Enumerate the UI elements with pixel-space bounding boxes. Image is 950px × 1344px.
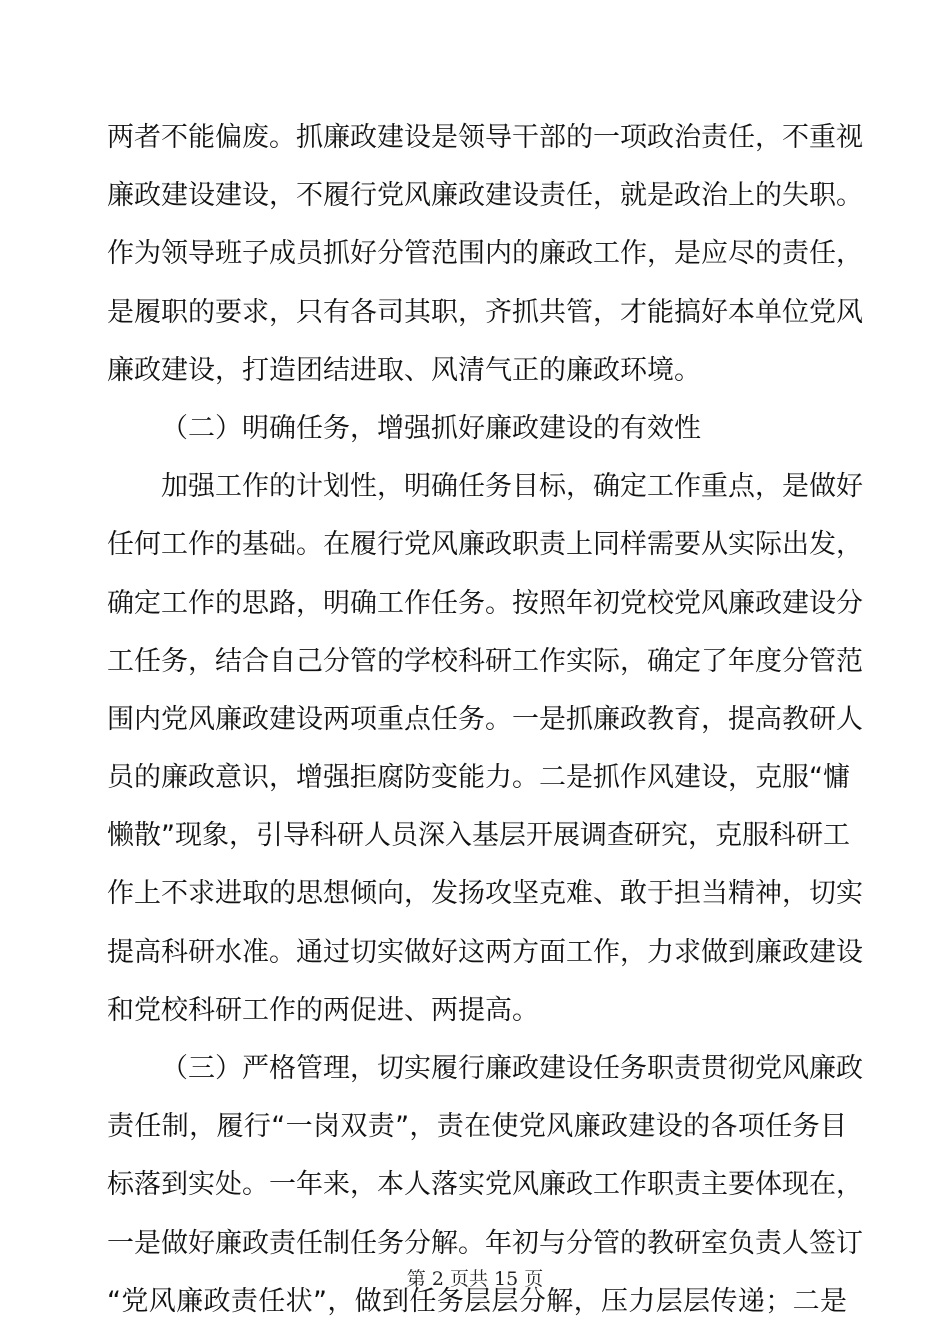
text-line: 确定工作的思路，明确工作任务。按照年初党校党风廉政建设分 — [107, 587, 863, 619]
text-line: 廉政建设建设，不履行党风廉政建设责任，就是政治上的失职。 — [107, 180, 863, 212]
text-line: 懒散”现象，引导科研人员深入基层开展调查研究，克服科研工 — [107, 820, 850, 852]
text-line: 员的廉政意识，增强拒腐防变能力。二是抓作风建设，克服“慵 — [107, 762, 850, 794]
text-line: 和党校科研工作的两促进、两提高。 — [107, 994, 539, 1026]
section-heading-2 — [107, 400, 847, 458]
section-heading: （二）明确任务，增强抓好廉政建设的有效性 — [161, 412, 701, 444]
text-line: 标落到实处。一年来，本人落实党风廉政工作职责主要体现在， — [107, 1169, 863, 1201]
text-line: 提高科研水准。通过切实做好这两方面工作，力求做到廉政建设 — [107, 936, 863, 968]
text-line: “党风廉政责任状”，做到任务层层分解，压力层层传递；二是 — [107, 1285, 847, 1317]
text-line: 是履职的要求，只有各司其职，齐抓共管，才能搞好本单位党风 — [107, 296, 863, 328]
text-line: （三）严格管理，切实履行廉政建设任务职责贯彻党风廉政 — [161, 1053, 863, 1084]
text-line: 作上不求进取的思想倾向，发扬攻坚克难、敢于担当精神，切实 — [107, 878, 863, 910]
body-text — [107, 109, 863, 1331]
paragraph-2 — [107, 458, 863, 1040]
page-number-footer: 第 2 页共 15 页 — [406, 1268, 544, 1290]
text-line: 工任务，结合自己分管的学校科研工作实际，确定了年度分管范 — [107, 645, 863, 677]
text-line: 加强工作的计划性，明确任务目标，确定工作重点，是做好 — [161, 471, 863, 503]
text-line: 围内党风廉政建设两项重点任务。一是抓廉政教育，提高教研人 — [107, 703, 863, 735]
text-line: 一是做好廉政责任制任务分解。年初与分管的教研室负责人签订 — [107, 1227, 863, 1259]
text-line: 廉政建设，打造团结进取、风清气正的廉政环境。 — [107, 354, 701, 386]
text-line: 责任制，履行“一岗双责”，责在使党风廉政建设的各项任务目 — [107, 1111, 847, 1143]
paragraph-1 — [107, 109, 863, 400]
text-line: 两者不能偏废。抓廉政建设是领导干部的一项政治责任，不重视 — [107, 122, 863, 153]
text-line: 任何工作的基础。在履行党风廉政职责上同样需要从实际出发， — [107, 529, 863, 561]
text-line: 作为领导班子成员抓好分管范围内的廉政工作，是应尽的责任， — [107, 238, 863, 270]
